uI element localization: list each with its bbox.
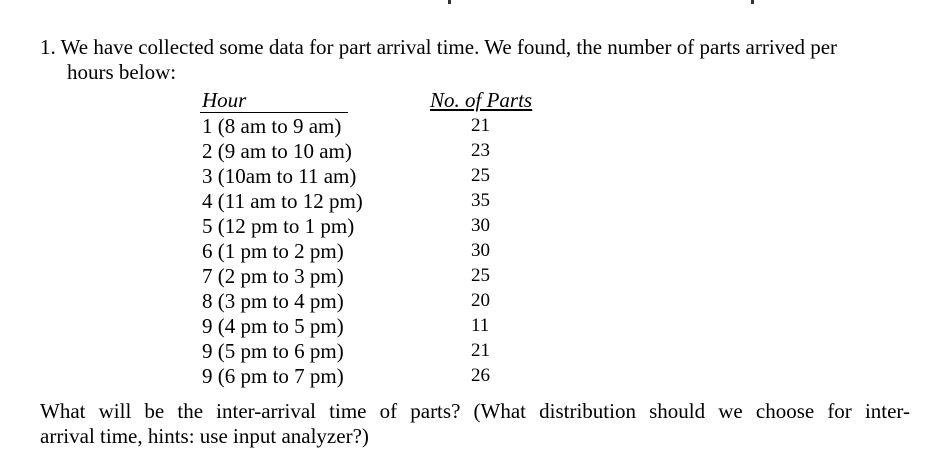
hour-cell: 9 (6 pm to 7 pm) [202,364,344,388]
column-header-no-of-parts: No. of Parts [430,88,533,112]
parts-cell: 35 [471,190,490,211]
parts-cell: 23 [471,140,490,161]
parts-cell: 21 [471,340,490,361]
cropped-previous-line [0,0,940,8]
followup-question-line-1: What will be the inter-arrival time of parts? (What distribution should we choose for inter- [40,399,910,423]
hour-cell: 3 (10am to 11 am) [202,164,357,188]
parts-cell: 20 [471,290,490,311]
question-text-line-2: hours below: [67,60,177,84]
question-text-line-1: 1. We have collected some data for part arrival time. We found, the number of parts arrived per [40,35,838,59]
hour-cell: 7 (2 pm to 3 pm) [202,264,344,288]
hour-cell: 1 (8 am to 9 am) [202,114,342,138]
parts-cell: 11 [471,315,490,336]
hour-cell: 9 (4 pm to 5 pm) [202,314,344,338]
hour-cell: 4 (11 am to 12 pm) [202,189,363,213]
parts-cell: 25 [471,265,490,286]
hour-cell: 8 (3 pm to 4 pm) [202,289,344,313]
parts-cell: 26 [471,365,490,386]
parts-cell: 21 [471,115,490,136]
parts-cell: 30 [471,215,490,236]
hour-cell: 5 (12 pm to 1 pm) [202,214,355,238]
parts-cell: 25 [471,165,490,186]
column-header-hour: Hour [200,88,348,113]
hour-cell: 2 (9 am to 10 am) [202,139,352,163]
hour-cell: 6 (1 pm to 2 pm) [202,239,344,263]
hour-cell: 9 (5 pm to 6 pm) [202,339,344,363]
parts-cell: 30 [471,240,490,261]
followup-question-line-2: arrival time, hints: use input analyzer?) [40,424,369,448]
